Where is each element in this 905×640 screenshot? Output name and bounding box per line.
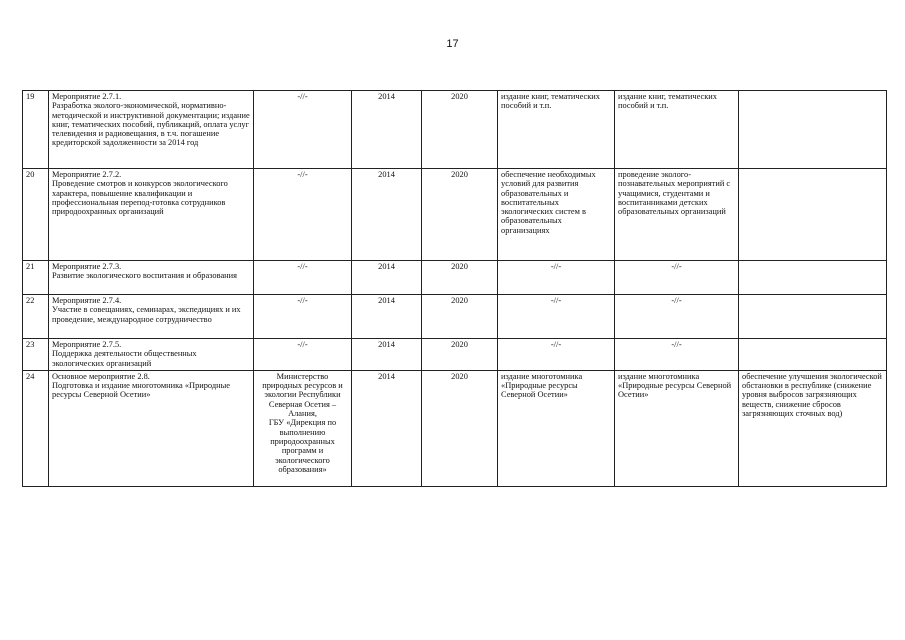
end-year-cell: 2020 (422, 339, 498, 371)
main-result-cell: проведение эколого-познавательных мероприятий с учащимися, студентами и воспитанниками детских образовательных организаций (615, 169, 739, 261)
activity-cell: Мероприятие 2.7.3. Развитие экологического воспитания и образования (49, 261, 254, 295)
table-row (23, 370, 887, 486)
main-result-cell: -//- (615, 295, 739, 339)
end-year-cell: 2020 (422, 169, 498, 261)
start-year-cell: 2014 (352, 261, 422, 295)
row-number-cell: 21 (23, 261, 49, 295)
end-year-cell: 2020 (422, 295, 498, 339)
end-year-cell: 2020 (422, 261, 498, 295)
main-result-cell: -//- (615, 339, 739, 371)
main-result-cell: -//- (615, 261, 739, 295)
table-row (23, 261, 887, 295)
program-activities-table (22, 90, 887, 487)
start-year-cell: 2014 (352, 339, 422, 371)
immediate-result-cell: издание книг, тематических пособий и т.п. (498, 91, 615, 169)
immediate-result-cell: -//- (498, 339, 615, 371)
row-number-cell: 23 (23, 339, 49, 371)
executor-cell: -//- (254, 91, 352, 169)
start-year-cell: 2014 (352, 169, 422, 261)
main-result-cell: издание многотомника «Природные ресурсы Северной Осетии» (615, 370, 739, 486)
start-year-cell: 2014 (352, 295, 422, 339)
row-number-cell: 24 (23, 370, 49, 486)
immediate-result-cell: обеспечение необходимых условий для развития образовательных и воспитательных экологических систем в образовательных организациях (498, 169, 615, 261)
immediate-result-cell: издание многотомника «Природные ресурсы Северной Осетии» (498, 370, 615, 486)
table-row (23, 339, 887, 371)
table-row (23, 91, 887, 169)
activity-cell: Мероприятие 2.7.4. Участие в совещаниях, семинарах, экспедициях и их проведение, международное сотрудничество (49, 295, 254, 339)
end-year-cell: 2020 (422, 370, 498, 486)
end-year-cell: 2020 (422, 91, 498, 169)
table-row (23, 169, 887, 261)
row-number-cell: 20 (23, 169, 49, 261)
executor-cell: Министерство природных ресурсов и экологии Республики Северная Осетия – Алания, ГБУ «Дирекция по выполнению природоохранных программ и экологического образования» (254, 370, 352, 486)
immediate-result-cell: -//- (498, 261, 615, 295)
table-row (23, 295, 887, 339)
row-number-cell: 19 (23, 91, 49, 169)
start-year-cell: 2014 (352, 370, 422, 486)
executor-cell: -//- (254, 295, 352, 339)
executor-cell: -//- (254, 339, 352, 371)
indicator-relation-cell (739, 169, 887, 261)
executor-cell: -//- (254, 169, 352, 261)
activity-cell: Основное мероприятие 2.8. Подготовка и издание многотомника «Природные ресурсы Северной Осетии» (49, 370, 254, 486)
indicator-relation-cell: обеспечение улучшения экологической обстановки в республике (снижение уровня выбросов загрязняющих веществ, снижение сбросов загрязняющих сточных вод) (739, 370, 887, 486)
indicator-relation-cell (739, 339, 887, 371)
indicator-relation-cell (739, 261, 887, 295)
activity-cell: Мероприятие 2.7.2. Проведение смотров и конкурсов экологического характера, повышение квалификации и профессиональная перепод-готовка сотрудников природоохранных организаций (49, 169, 254, 261)
indicator-relation-cell (739, 295, 887, 339)
start-year-cell: 2014 (352, 91, 422, 169)
activity-cell: Мероприятие 2.7.1. Разработка эколого-экономической, нормативно-методической и инструктивной документации; издание книг, тематических пособий, публикаций, оплата услуг телевидения и радиовещания, в т.ч. погашение кредиторской задолженности за 2014 год (49, 91, 254, 169)
executor-cell: -//- (254, 261, 352, 295)
page-number: 17 (446, 38, 459, 50)
activity-cell: Мероприятие 2.7.5. Поддержка деятельности общественных экологических организаций (49, 339, 254, 371)
immediate-result-cell: -//- (498, 295, 615, 339)
row-number-cell: 22 (23, 295, 49, 339)
main-result-cell: издание книг, тематических пособий и т.п. (615, 91, 739, 169)
indicator-relation-cell (739, 91, 887, 169)
